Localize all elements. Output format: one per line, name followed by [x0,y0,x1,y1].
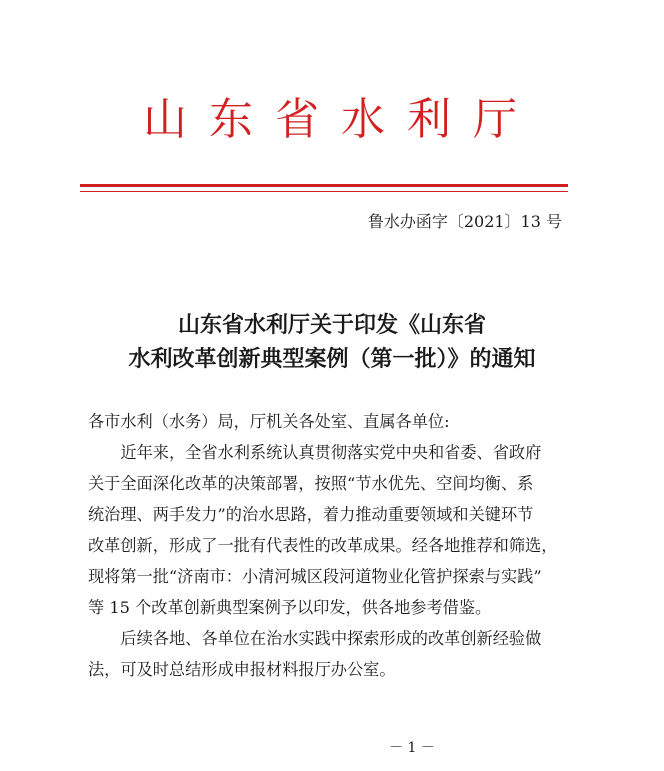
paragraph-1-line: 等 15 个改革创新典型案例予以印发，供各地参考借鉴。 [88,598,492,617]
salutation: 各市水利（水务）局，厅机关各处室、直属各单位: [88,412,450,431]
page-number: － 1 － [389,740,435,756]
document-number: 鲁水办函字〔2021〕13 号 [367,212,562,231]
paragraph-1-line: 现将第一批“济南市：小清河城区段河道物业化管护探索与实践” [88,567,542,586]
document-title [0,308,664,376]
document-title-line-1: 山东省水利厅关于印发《山东省 [177,312,486,338]
paragraph-1-line: 近年来，全省水利系统认真贯彻落实党中央和省委、省政府 [120,443,542,462]
paragraph-2-line: 后续各地、各单位在治水实践中探索形成的改革创新经验做 [120,629,542,648]
paragraph-1-line: 改革创新，形成了一批有代表性的改革成果。经各地推荐和筛选， [88,536,558,555]
document-body [88,406,582,685]
paragraph-1-line: 统治理、两手发力”的治水思路，着力推动重要领域和关键环节 [88,505,534,524]
paragraph-2-line: 法，可及时总结形成申报材料报厅办公室。 [88,660,396,679]
paragraph-1 [88,437,582,623]
agency-header-title: 山东省水利厅 [143,94,539,145]
document-title-line-2: 水利改革创新典型案例（第一批）》的通知 [128,346,536,372]
header-divider-thin [80,191,568,192]
paragraph-1-line: 关于全面深化改革的决策部署，按照“节水优先、空间均衡、系 [88,474,534,493]
paragraph-2 [88,623,582,685]
header-divider-thick [80,184,568,187]
